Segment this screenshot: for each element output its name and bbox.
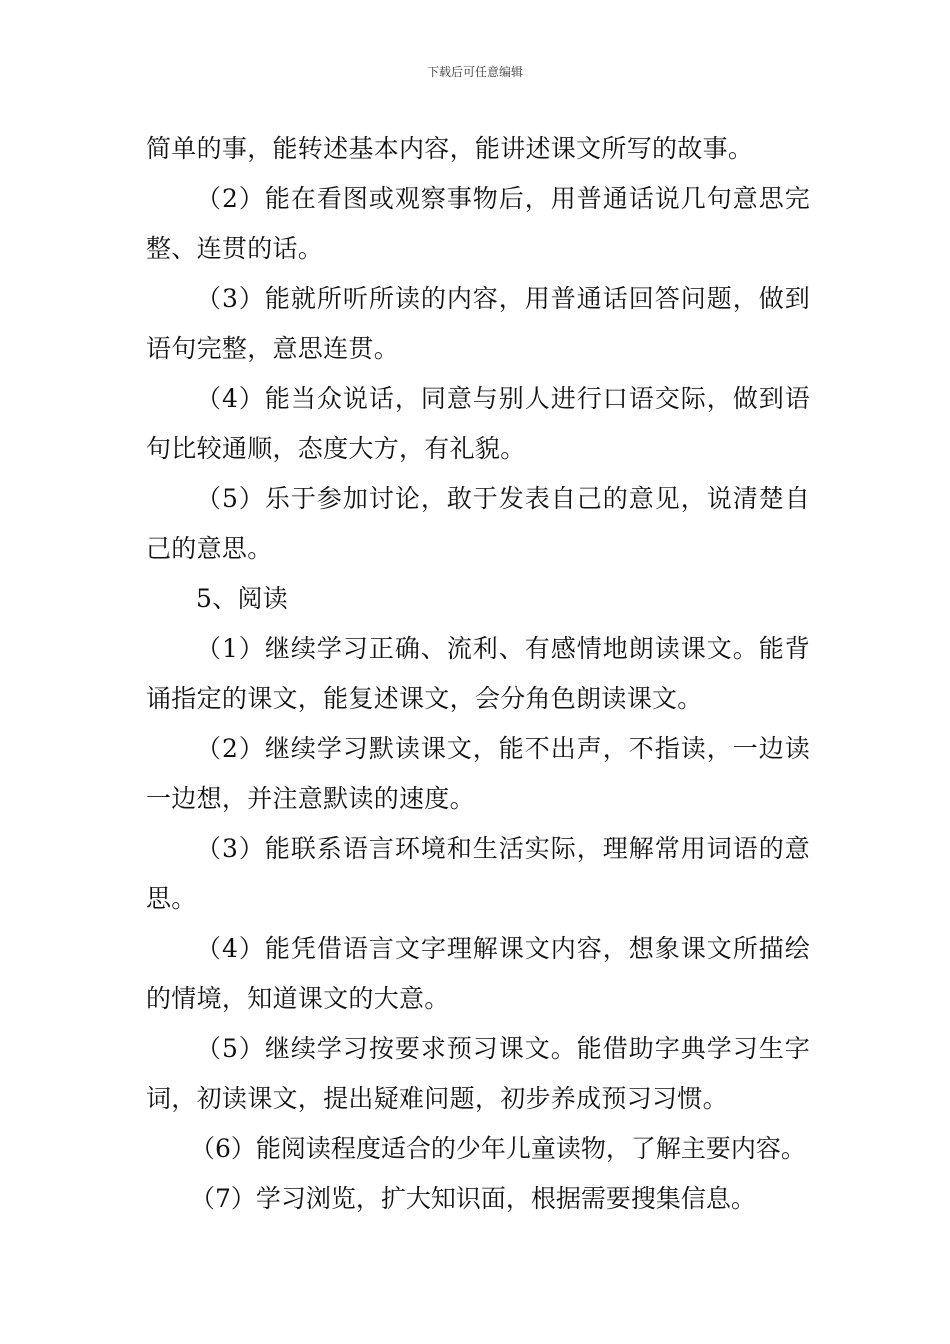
paragraph-speaking-3: （3）能就所听所读的内容，用普通话回答问题，做到语句完整，意思连贯。 [146,284,810,363]
paragraph-reading-1: （1）继续学习正确、流利、有感情地朗读课文。能背诵指定的课文，能复述课文，会分角色朗读课文。 [146,634,810,713]
paragraph-speaking-2: （2）能在看图或观察事物后，用普通话说几句意思完整、连贯的话。 [146,184,810,263]
paragraph-speaking-4: （4）能当众说话，同意与别人进行口语交际，做到语句比较通顺，态度大方，有礼貌。 [146,384,810,463]
document-body [146,124,810,1224]
paragraph-reading-6: （6）能阅读程度适合的少年儿童读物，了解主要内容。 [190,1134,806,1163]
section-heading-reading: 5、阅读 [196,584,289,613]
paragraph-reading-7: （7）学习浏览，扩大知识面，根据需要搜集信息。 [190,1184,756,1213]
paragraph-continuation: 简单的事，能转述基本内容，能讲述课文所写的故事。 [146,134,754,163]
paragraph-reading-3: （3）能联系语言环境和生活实际，理解常用词语的意思。 [146,834,810,913]
paragraph-reading-5: （5）继续学习按要求预习课文。能借助字典学习生字词，初读课文，提出疑难问题，初步养成预习习惯。 [146,1034,810,1113]
paragraph-speaking-5: （5）乐于参加讨论，敢于发表自己的意见，说清楚自己的意思。 [146,484,810,563]
page-header: 下载后可任意编辑 [426,65,523,79]
paragraph-reading-4: （4）能凭借语言文字理解课文内容，想象课文所描绘的情境，知道课文的大意。 [146,934,810,1013]
paragraph-reading-2: （2）继续学习默读课文，能不出声，不指读，一边读一边想，并注意默读的速度。 [146,734,810,813]
